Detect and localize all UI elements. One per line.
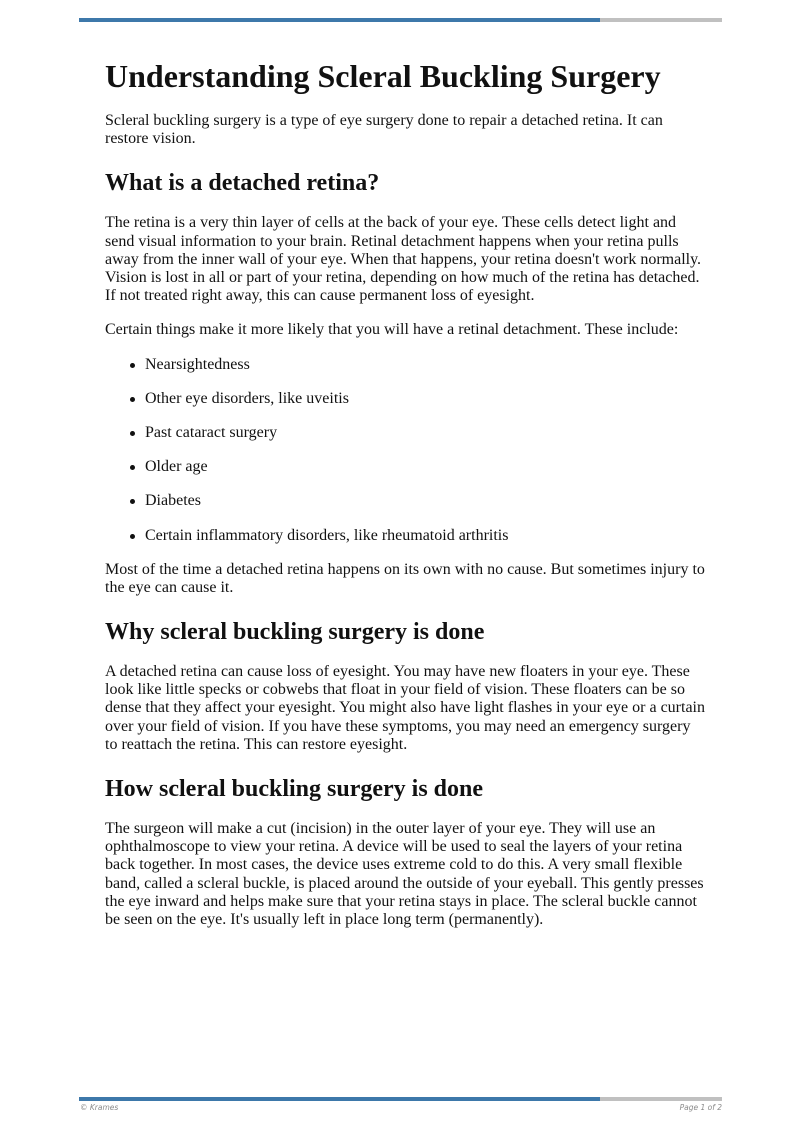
header-bar-blue-segment — [79, 18, 600, 22]
list-item: Other eye disorders, like uveitis — [145, 390, 705, 408]
page-title: Understanding Scleral Buckling Surgery — [105, 58, 661, 94]
copyright-text: © Krames — [80, 1103, 119, 1112]
intro-paragraph: Scleral buckling surgery is a type of eye surgery done to repair a detached retina. It can restore vision. — [105, 112, 663, 148]
footer-bar-gray-segment — [600, 1097, 722, 1101]
section-heading: Why scleral buckling surgery is done — [105, 618, 485, 645]
list-item: Diabetes — [145, 492, 705, 510]
section-paragraph: Most of the time a detached retina happens on its own with no cause. But sometimes injury to the eye can cause it. — [105, 560, 705, 596]
section-paragraph: Certain things make it more likely that you will have a retinal detachment. These include: — [105, 321, 679, 339]
header-bar-gray-segment — [600, 18, 722, 22]
section-paragraph: The retina is a very thin layer of cells at the back of your eye. These cells detect light and send visual information to your brain. Retinal detachment happens when your retina pulls away from the inner wall of your eye. When that happens, your retina doesn't work normally. Vision is lost in all or part of your retina, depending on how much of the retina has detached. If not treated right away, this can cause permanent loss of eyesight. — [105, 214, 702, 305]
list-item: Certain inflammatory disorders, like rheumatoid arthritis — [145, 527, 705, 545]
page-number: Page 1 of 2 — [679, 1103, 722, 1112]
document-body — [105, 52, 705, 945]
section-paragraph: The surgeon will make a cut (incision) in the outer layer of your eye. They will use an ophthalmoscope to view your retina. A device will be used to seal the layers of your retina back together. In most cases, the device uses extreme cold to do this. A very small flexible band, called a scleral buckle, is placed around the outside of your eyeball. This gently presses the eye inward and helps make sure that your retina stays in place. The scleral buckle cannot be seen on the eye. It's usually left in place long term (permanently). — [105, 819, 704, 928]
header-progress-bar — [79, 18, 722, 22]
section-heading: What is a detached retina? — [105, 170, 380, 197]
section-how-surgery — [105, 774, 705, 929]
section-detached-retina — [105, 168, 705, 597]
footer-bar-blue-segment — [79, 1097, 600, 1101]
list-item: Past cataract surgery — [145, 424, 705, 442]
risk-factor-list — [105, 356, 705, 545]
footer-progress-bar — [79, 1097, 722, 1101]
section-heading: How scleral buckling surgery is done — [105, 775, 484, 802]
list-item: Nearsightedness — [145, 356, 705, 374]
section-paragraph: A detached retina can cause loss of eyesight. You may have new floaters in your eye. These look like little specks or cobwebs that float in your field of vision. These floaters can be so dense that they affect your eyesight. You might also have light flashes in your eye or a curtain over your field of vision. If you have these symptoms, you may need an emergency surgery to reattach the retina. This can restore eyesight. — [105, 662, 705, 753]
list-item: Older age — [145, 458, 705, 476]
section-why-surgery — [105, 617, 705, 754]
